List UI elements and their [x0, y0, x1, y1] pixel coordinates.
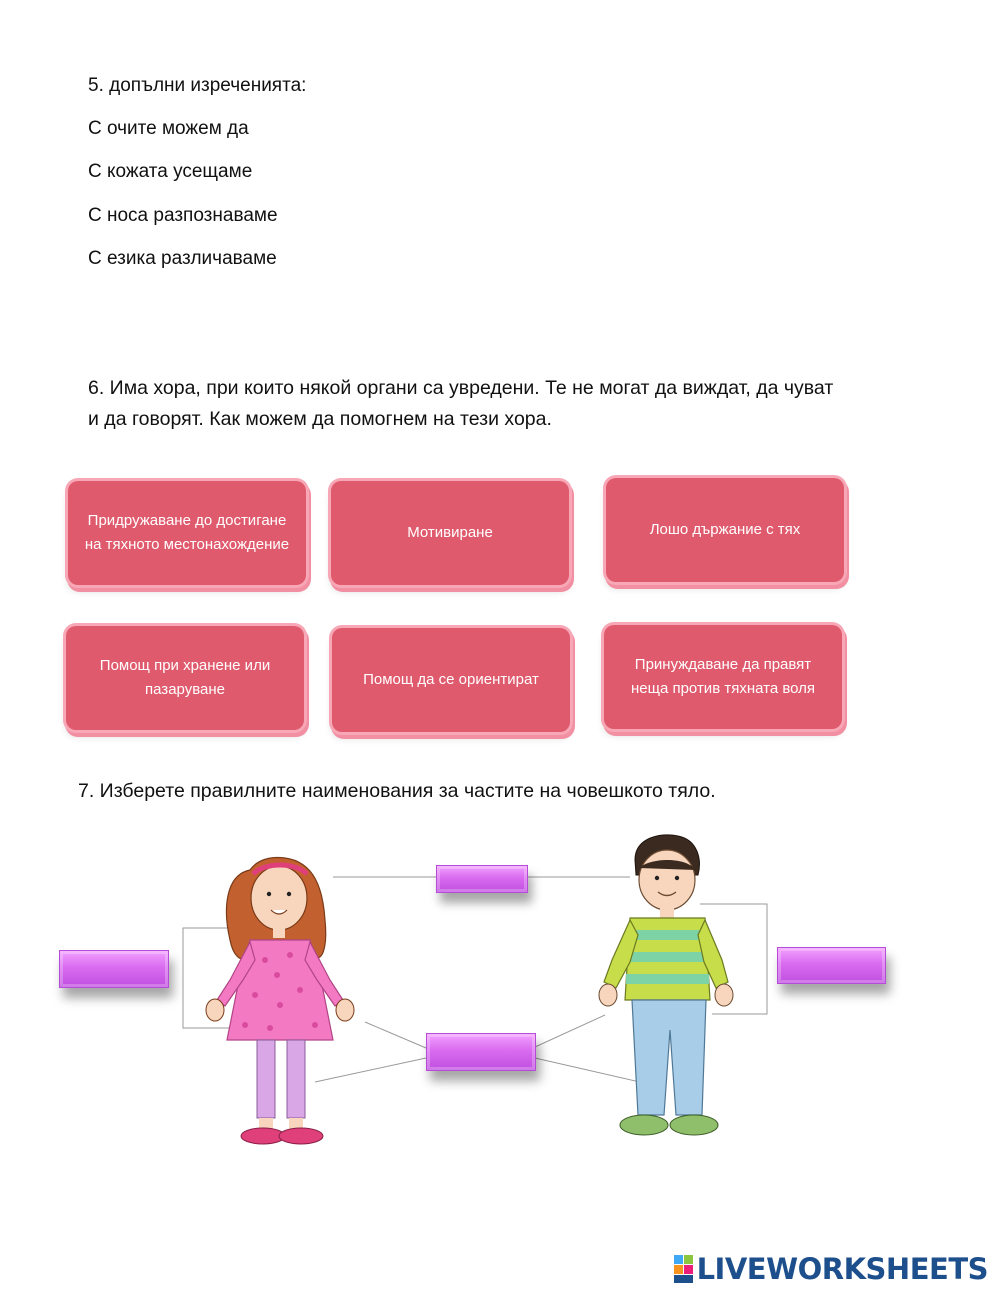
q5-line-4: С езика различаваме: [88, 248, 277, 269]
q5-line-3: С носа разпознаваме: [88, 205, 278, 226]
dropzone-torso-left[interactable]: [59, 950, 169, 988]
logo-text: LIVEWORKSHEETS: [696, 1252, 988, 1286]
card-bad-treatment[interactable]: Лошо държание с тях: [606, 478, 844, 582]
dropzone-torso-right[interactable]: [777, 947, 886, 984]
q5-line-2: С кожата усещаме: [88, 161, 253, 182]
liveworksheets-logo: [674, 1252, 988, 1286]
card-accompany[interactable]: Придружаване до достигане на тяхното местонахождение: [68, 481, 306, 585]
q5-line-1: С очите можем да: [88, 118, 249, 139]
card-help-eating[interactable]: Помощ при хранене или пазаруване: [66, 626, 304, 730]
q5-title: 5. допълни изреченията:: [88, 75, 307, 96]
dropzone-head[interactable]: [436, 865, 528, 893]
card-force[interactable]: Принуждаване да правят неща против тяхната воля: [604, 625, 842, 729]
card-motivate[interactable]: Мотивиране: [331, 481, 569, 585]
q6-question: 6. Има хора, при които някой органи са увредени. Те не могат да виждат, да чуват и да говорят. Как можем да помогнем на тези хора.: [88, 377, 834, 430]
q7-title: 7. Изберете правилните наименования за частите на човешкото тяло.: [78, 780, 716, 802]
boy-illustration: [590, 830, 750, 1145]
card-help-orient[interactable]: Помощ да се ориентират: [332, 628, 570, 732]
logo-icon: [674, 1255, 694, 1283]
girl-illustration: [195, 850, 370, 1150]
dropzone-limbs[interactable]: [426, 1033, 536, 1071]
